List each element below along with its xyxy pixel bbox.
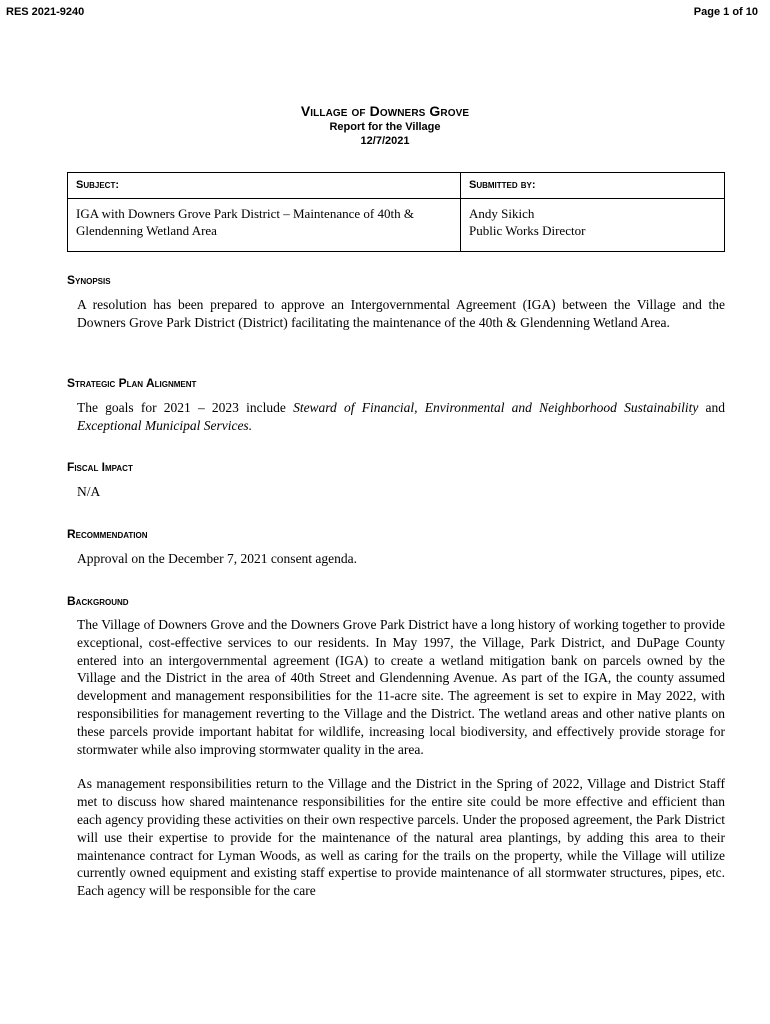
info-table <box>67 172 725 252</box>
strategic-and: and <box>698 400 726 415</box>
background-paragraph-2: As management responsibilities return to the Village and the District in the Spring of 2022, Village and District Staff met to discuss how shared maintenance responsibilities for the entire site could be more effective and efficient than each agency providing these activities on their own respective parcels. Under the proposed agreement, the Park District will use their expertise to provide for the maintenance of the natural area plantings, by adding this area to their maintenance contract for Lyman Woods, as well as caring for the trails on the property, while the Village will utilize currently owned equipment and existing staff expertise to provide maintenance of all stormwater structures, pipes, etc. Each agency will be responsible for the care <box>77 776 725 899</box>
submitter-title: Public Works Director <box>469 223 586 238</box>
strategic-goal-1: Steward of Financial, Environmental and Neighborhood Sustainability <box>293 400 699 415</box>
subject-line-1: IGA with Downers Grove Park District – Maintenance of 40th & <box>76 206 414 221</box>
fiscal-text: N/A <box>77 484 101 499</box>
subject-label: Subject: <box>68 173 461 199</box>
submitted-by-value <box>461 199 725 252</box>
village-title: Village of Downers Grove <box>300 103 470 119</box>
strategic-body <box>77 399 725 435</box>
strategic-prefix: The goals for 2021 – 2023 include <box>77 400 294 415</box>
strategic-heading: Strategic Plan Alignment <box>67 376 197 390</box>
background-body <box>77 616 725 900</box>
synopsis-text: A resolution has been prepared to approve an Intergovernmental Agreement (IGA) between the Village and the Downers Grove Park District (District) facilitating the maintenance of the 40th & Glendenning Wetland Area. <box>77 297 725 330</box>
fiscal-heading: Fiscal Impact <box>67 460 133 474</box>
background-heading: Background <box>67 594 129 608</box>
synopsis-heading: Synopsis <box>67 273 111 287</box>
fiscal-body <box>77 483 725 501</box>
synopsis-body <box>77 296 725 332</box>
submitter-name: Andy Sikich <box>469 206 535 221</box>
background-paragraph-1: The Village of Downers Grove and the Downers Grove Park District have a long history of working together to provide exceptional, cost-effective services to our residents. In May 1997, the Village, Park District, and DuPage County entered into an intergovernmental agreement (IGA) to create a wetland mitigation bank on parcels owned by the Village and the District in the area of 40th Street and Glendenning Avenue. As part of the IGA, the county assumed development and management responsibilities for the 11-acre site. The agreement is set to expire in May 2022, with responsibilities for management reverting to the Village and the District. The wetland areas and other native plants on these parcels provide important habitat for wildlife, increasing local biodiversity, and effectively provide storage for stormwater while also improving stormwater quality in the area. <box>77 617 725 757</box>
recommendation-text: Approval on the December 7, 2021 consent agenda. <box>77 551 358 566</box>
strategic-goal-2: Exceptional Municipal Services. <box>77 417 253 433</box>
recommendation-heading: Recommendation <box>67 527 148 541</box>
submitted-by-label: Submitted by: <box>461 173 725 199</box>
page-number: Page 1 of 10 <box>693 6 758 18</box>
title-block <box>0 102 770 148</box>
res-number: RES 2021-9240 <box>6 6 85 18</box>
report-date: 12/7/2021 <box>360 135 410 147</box>
strategic-text <box>77 399 725 435</box>
subject-value <box>68 199 461 252</box>
recommendation-body <box>77 550 725 568</box>
report-for-line: Report for the Village <box>329 121 441 133</box>
subject-line-2: Glendenning Wetland Area <box>76 223 217 238</box>
